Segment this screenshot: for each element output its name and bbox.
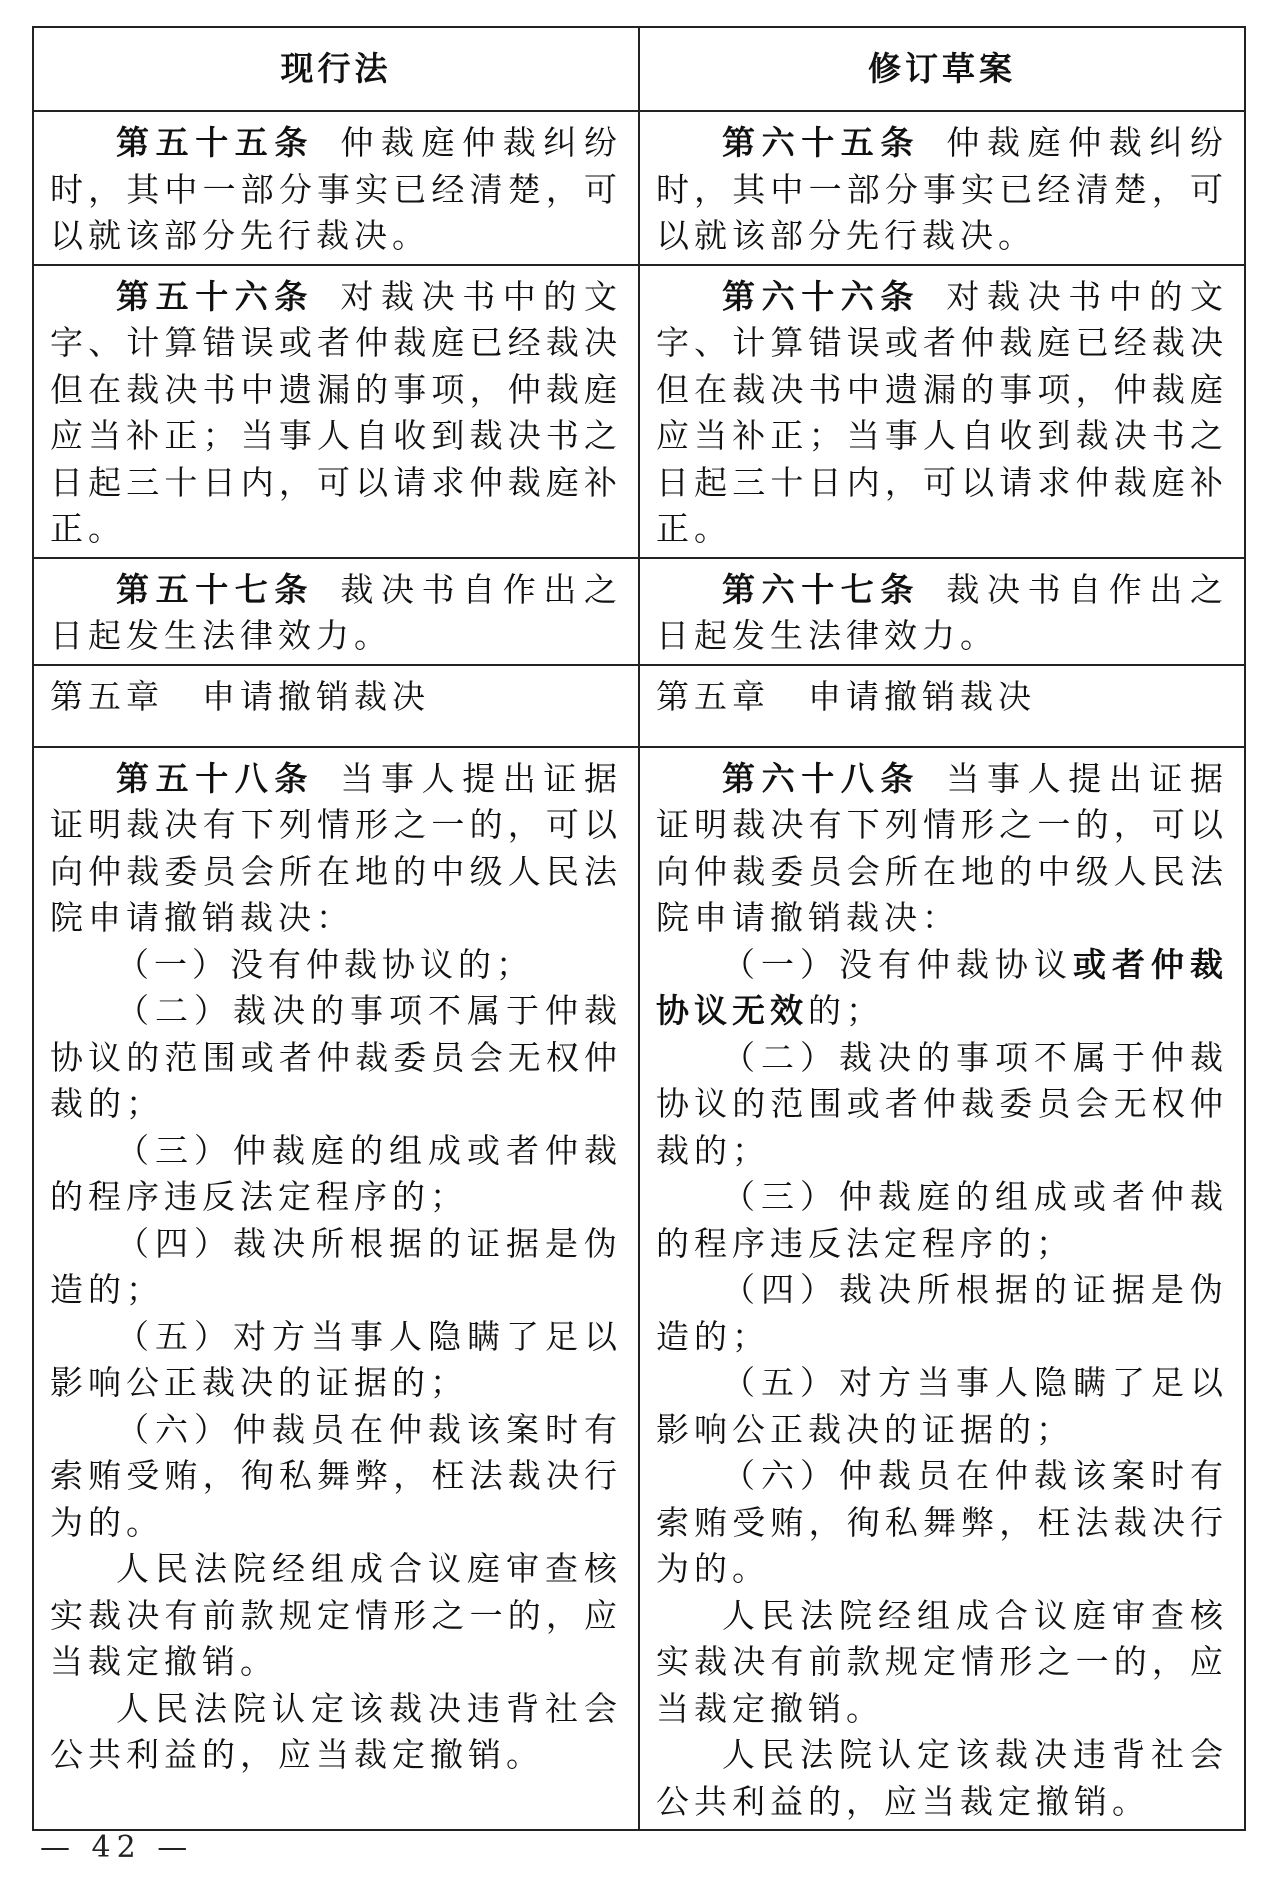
article-intro: 当事人提出证据证明裁决有下列情形之一的，可以向仲裁委员会所在地的中级人民法院申请撤销裁决： [656,758,1229,937]
article-text: 仲裁庭仲裁纠纷时，其中一部分事实已经清楚，可以就该部分先行裁决。 [656,123,1229,255]
article-number: 第六十七条 [722,569,921,609]
revised-article-cell [639,265,1245,558]
article-item: （三）仲裁庭的组成或者仲裁的程序违反法定程序的； [50,1130,622,1216]
article-item: （五）对方当事人隐瞒了足以影响公正裁决的证据的； [656,1363,1228,1449]
article-number: 第五十六条 [116,276,315,316]
article-item: （二）裁决的事项不属于仲裁协议的范围或者仲裁委员会无权仲裁的； [50,991,622,1123]
column-header-revised-draft: 修订草案 [639,27,1245,111]
article-number: 第五十八条 [116,758,315,798]
article-text: 仲裁庭仲裁纠纷时，其中一部分事实已经清楚，可以就该部分先行裁决。 [50,123,623,255]
article-number: 第六十六条 [722,276,921,316]
current-article-cell [33,558,639,665]
article-paragraph: 人民法院认定该裁决违背社会公共利益的，应当裁定撤销。 [656,1735,1228,1821]
article-number: 第六十八条 [722,758,921,798]
table-row [33,265,1245,558]
article-item: （六）仲裁员在仲裁该案时有索贿受贿，徇私舞弊，枉法裁决行为的。 [50,1409,622,1542]
article-number: 第五十七条 [116,569,315,609]
current-article-cell [33,265,639,558]
revised-article-cell [639,558,1245,665]
article-item: （五）对方当事人隐瞒了足以影响公正裁决的证据的； [50,1316,622,1402]
article-item: （四）裁决所根据的证据是伪造的； [50,1223,622,1309]
page-number: — 42 — [40,1830,194,1865]
article-number: 第六十五条 [722,123,921,162]
table-row [33,558,1245,665]
table-row [33,747,1245,1831]
chapter-heading-current: 第五章 申请撤销裁决 [33,665,639,747]
article-intro: 当事人提出证据证明裁决有下列情形之一的，可以向仲裁委员会所在地的中级人民法院申请撤销裁决： [50,758,623,937]
item-text: 的； [808,991,884,1030]
article-text: 对裁决书中的文字、计算错误或者仲裁庭已经裁决但在裁决书中遗漏的事项，仲裁庭应当补正；当事人自收到裁决书之日起三十日内，可以请求仲裁庭补正。 [50,276,623,548]
header-row [33,27,1245,111]
current-article-cell [33,111,639,265]
article-text: 裁决书自作出之日起发生法律效力。 [50,569,623,655]
added-text-highlight: 或者仲裁协议无效 [656,944,1228,1030]
article-item: （二）裁决的事项不属于仲裁协议的范围或者仲裁委员会无权仲裁的； [656,1037,1228,1170]
revised-article-cell [639,747,1245,1831]
article-number: 第五十五条 [116,123,315,162]
current-article-cell [33,747,639,1831]
article-text: 对裁决书中的文字、计算错误或者仲裁庭已经裁决但在裁决书中遗漏的事项，仲裁庭应当补正；当事人自收到裁决书之日起三十日内，可以请求仲裁庭补正。 [656,276,1229,548]
item-text: （一）没有仲裁协议 [722,944,1073,984]
article-item: （六）仲裁员在仲裁该案时有索贿受贿，徇私舞弊，枉法裁决行为的。 [656,1456,1228,1588]
article-item: （四）裁决所根据的证据是伪造的； [656,1270,1228,1356]
chapter-row [33,665,1245,747]
article-item [656,942,1228,1035]
article-item: （一）没有仲裁协议的； [116,944,534,984]
article-paragraph: 人民法院经组成合议庭审查核实裁决有前款规定情形之一的，应当裁定撤销。 [656,1595,1228,1728]
article-paragraph: 人民法院认定该裁决违背社会公共利益的，应当裁定撤销。 [50,1688,622,1774]
revised-article-cell [639,111,1245,265]
article-paragraph: 人民法院经组成合议庭审查核实裁决有前款规定情形之一的，应当裁定撤销。 [50,1549,622,1681]
article-text: 裁决书自作出之日起发生法律效力。 [656,569,1229,655]
table-row [33,111,1245,265]
comparison-table [32,26,1246,1831]
chapter-heading-revised: 第五章 申请撤销裁决 [639,665,1245,747]
article-item: （三）仲裁庭的组成或者仲裁的程序违反法定程序的； [656,1177,1228,1263]
column-header-current-law: 现行法 [33,27,639,111]
